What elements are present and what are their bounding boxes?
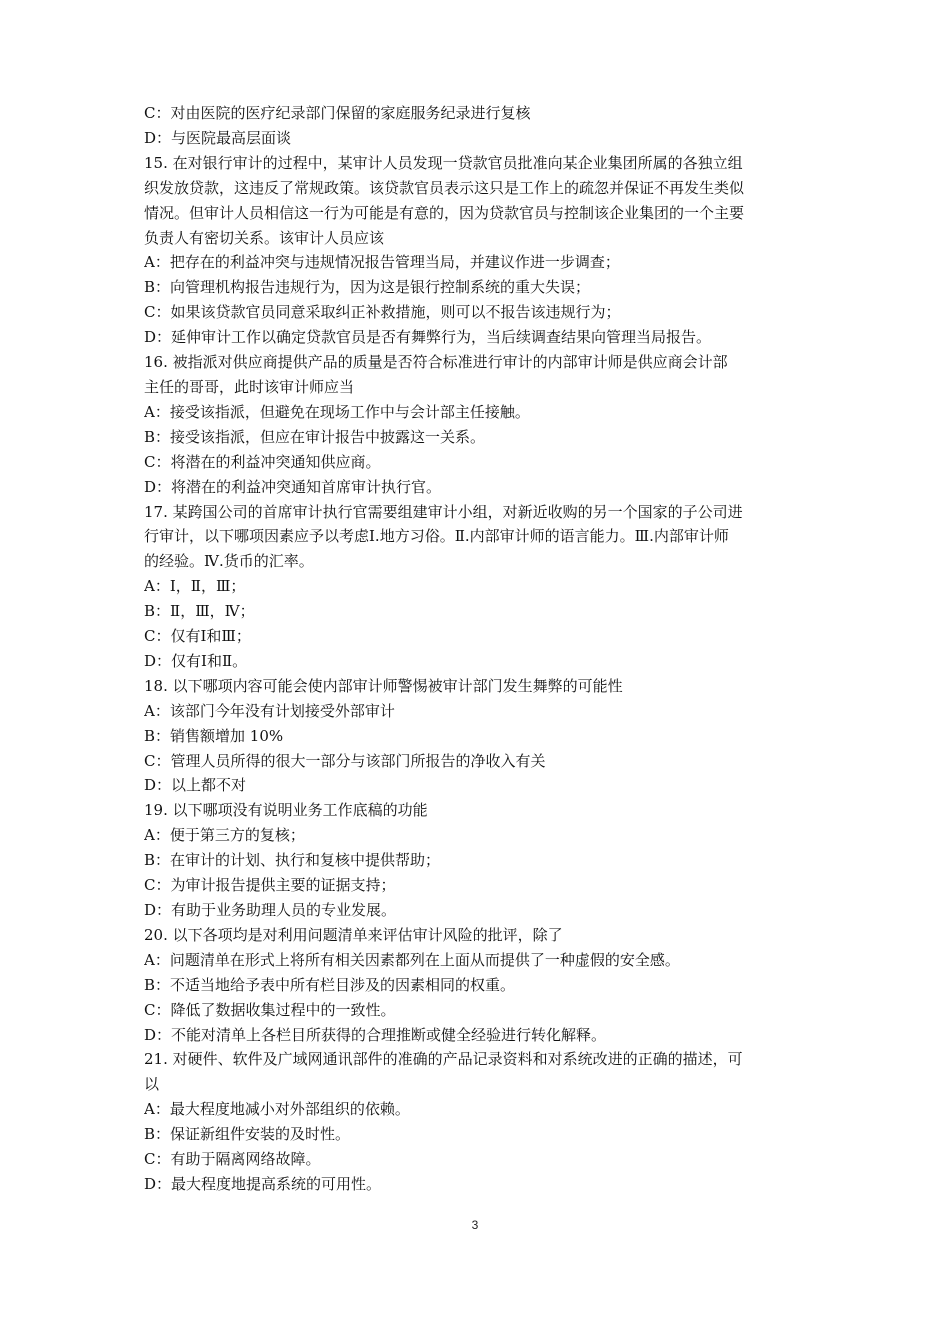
question-text-line: 18. 以下哪项内容可能会使内部审计师警惕被审计部门发生舞弊的可能性 <box>144 676 623 695</box>
answer-option: B：在审计的计划、执行和复核中提供帮助； <box>144 851 441 870</box>
answer-option: B：接受该指派，但应在审计报告中披露这一关系。 <box>144 427 486 446</box>
answer-option: A：接受该指派，但避免在现场工作中与会计部主任接触。 <box>144 402 530 421</box>
answer-option: B：销售额增加 10% <box>144 726 284 745</box>
question-text-line: 行审计，以下哪项因素应予以考虑Ⅰ.地方习俗。Ⅱ.内部审计师的语言能力。Ⅲ.内部审计师 <box>144 527 729 546</box>
question-text-line: 情况。但审计人员相信这一行为可能是有意的，因为贷款官员与控制该企业集团的一个主要 <box>144 203 745 222</box>
answer-option: A：最大程度地减小对外部组织的依赖。 <box>144 1100 410 1119</box>
answer-option: A：便于第三方的复核； <box>144 826 305 845</box>
answer-option: B：不适当地给予表中所有栏目涉及的因素相同的权重。 <box>144 975 516 994</box>
question-text-line: 以 <box>144 1075 160 1094</box>
answer-option: B：保证新组件安装的及时性。 <box>144 1125 351 1144</box>
question-text-line: 的经验。Ⅳ.货币的汇率。 <box>144 552 314 571</box>
answer-option: A：该部门今年没有计划接受外部审计 <box>144 701 395 720</box>
question-text-line: 负责人有密切关系。该审计人员应该 <box>144 228 385 247</box>
question-text-line: 21. 对硬件、软件及广域网通讯部件的准确的产品记录资料和对系统改进的正确的描述，可 <box>144 1050 743 1069</box>
question-text-line: 主任的哥哥，此时该审计师应当 <box>144 377 355 396</box>
answer-option: C：降低了数据收集过程中的一致性。 <box>144 1000 396 1019</box>
answer-option: D：延伸审计工作以确定贷款官员是否有舞弊行为，当后续调查结果向管理当局报告。 <box>144 328 712 347</box>
document-body <box>144 101 816 1197</box>
answer-option: C：对由医院的医疗纪录部门保留的家庭服务纪录进行复核 <box>144 104 531 122</box>
answer-option: A：把存在的利益冲突与违规情况报告管理当局，并建议作进一步调查； <box>144 253 620 272</box>
question-text-line: 16. 被指派对供应商提供产品的质量是否符合标准进行审计的内部审计师是供应商会计部 <box>144 353 728 372</box>
question-text-line: 15. 在对银行审计的过程中，某审计人员发现一贷款官员批准向某企业集团所属的各独立组 <box>144 153 743 172</box>
answer-option: D：有助于业务助理人员的专业发展。 <box>144 901 397 919</box>
answer-option: C：如果该贷款官员同意采取纠正补救措施，则可以不报告该违规行为； <box>144 303 621 322</box>
answer-option: B：向管理机构报告违规行为，因为这是银行控制系统的重大失误； <box>144 278 591 297</box>
answer-option: B：Ⅱ，Ⅲ，Ⅳ； <box>144 602 255 621</box>
answer-option: A：Ⅰ，Ⅱ，Ⅲ； <box>144 577 246 596</box>
page-number: 3 <box>471 1218 479 1232</box>
answer-option: D：仅有Ⅰ和Ⅱ。 <box>144 651 248 670</box>
answer-option: C：为审计报告提供主要的证据支持； <box>144 876 396 895</box>
answer-option: D：以上都不对 <box>144 776 247 795</box>
question-text-line: 织发放贷款，这违反了常规政策。该贷款官员表示这只是工作上的疏忽并保证不再发生类似 <box>144 178 745 197</box>
question-text-line: 19. 以下哪项没有说明业务工作底稿的功能 <box>144 801 428 820</box>
answer-option: D：与医院最高层面谈 <box>144 128 292 147</box>
question-text-line: 20. 以下各项均是对利用问题清单来评估审计风险的批评，除了 <box>144 925 563 944</box>
answer-option: A：问题清单在形式上将所有相关因素都列在上面从而提供了一种虚假的安全感。 <box>144 950 680 969</box>
answer-option: D：将潜在的利益冲突通知首席审计执行官。 <box>144 477 442 496</box>
answer-option: D：最大程度地提高系统的可用性。 <box>144 1174 382 1193</box>
answer-option: C：将潜在的利益冲突通知供应商。 <box>144 452 381 471</box>
answer-option: D：不能对清单上各栏目所获得的合理推断或健全经验进行转化解释。 <box>144 1025 607 1044</box>
question-text-line: 17. 某跨国公司的首席审计执行官需要组建审计小组，对新近收购的另一个国家的子公司进 <box>144 502 743 521</box>
answer-option: C：仅有Ⅰ和Ⅲ； <box>144 627 251 646</box>
answer-option: C：有助于隔离网络故障。 <box>144 1150 321 1169</box>
answer-option: C：管理人员所得的很大一部分与该部门所报告的净收入有关 <box>144 751 546 770</box>
